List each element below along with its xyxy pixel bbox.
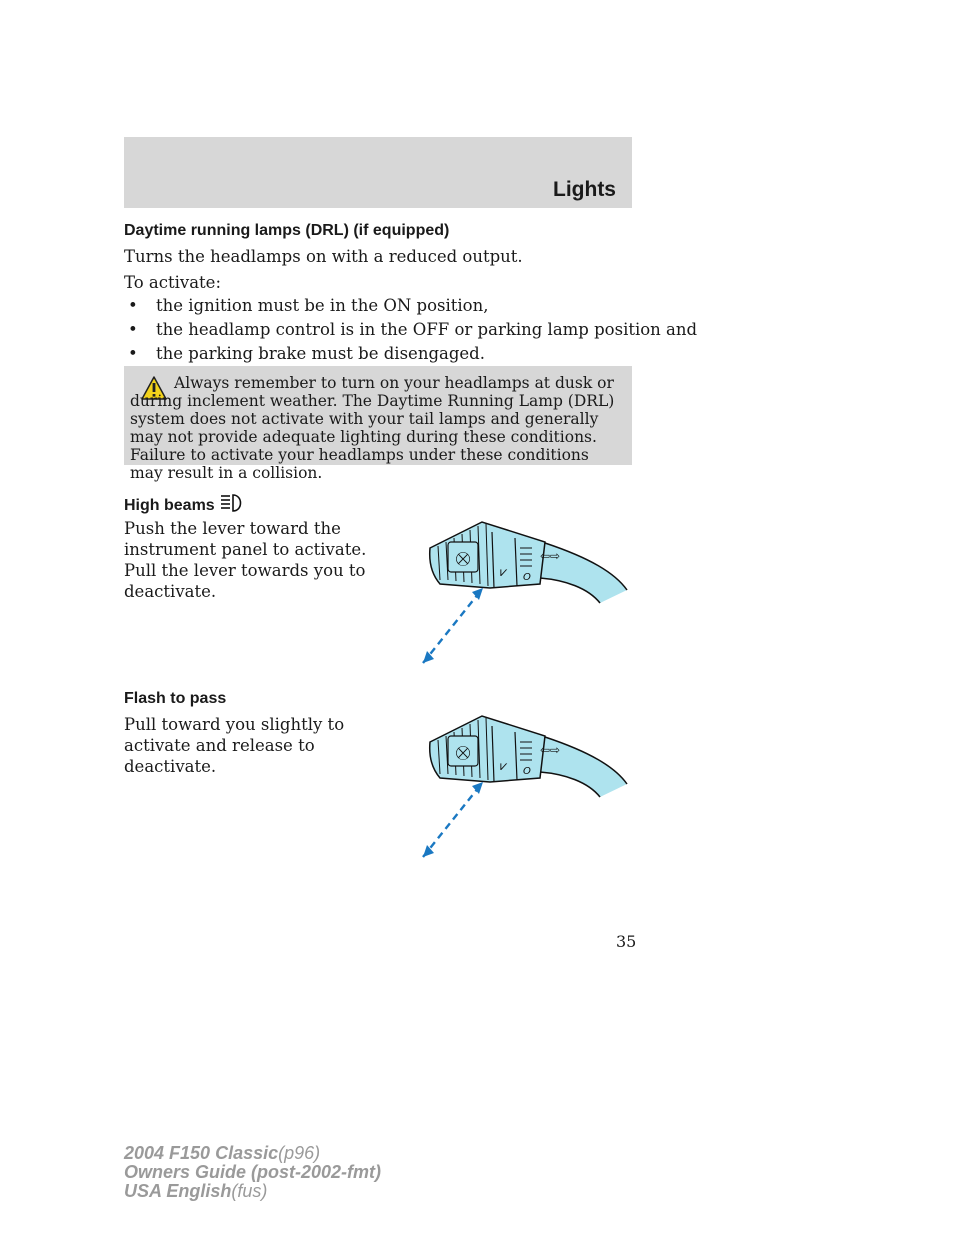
page-number: 35	[616, 932, 637, 951]
svg-text:⩗: ⩗	[500, 759, 508, 774]
svg-text:⛒: ⛒	[455, 745, 471, 761]
section-header-band	[124, 137, 632, 208]
flash-to-pass-text: Pull toward you slightly to activate and release to deactivate.	[124, 715, 345, 776]
svg-text:⩗: ⩗	[500, 565, 508, 580]
svg-text:O: O	[523, 572, 531, 583]
warning-box	[124, 366, 632, 482]
drl-intro: Turns the headlamps on with a reduced output.	[124, 247, 523, 266]
svg-text:⇦⇨: ⇦⇨	[540, 743, 561, 757]
svg-text:O: O	[523, 766, 531, 777]
flash-to-pass-heading: Flash to pass	[124, 690, 227, 707]
warning-text: Always remember to turn on your headlamps at dusk or during inclement weather. The Daytime Running Lamp (DRL) system does not activate with your tail lamps and generally may not provide adequate lighting during these conditions. Failure to activate your headlamps under these conditions may result in a collision.	[130, 374, 615, 482]
high-beam-icon	[220, 494, 246, 512]
drl-heading: Daytime running lamps (DRL) (if equipped)	[124, 222, 450, 239]
svg-text:⇦⇨: ⇦⇨	[540, 549, 561, 563]
flash-to-pass-lever-illustration	[420, 712, 635, 862]
section-title: Lights	[553, 178, 616, 201]
document-footer: 2004 F150 Classic(p96) Owners Guide (post-2002-fmt) USA English(fus)	[124, 1143, 382, 1201]
svg-text:⛒: ⛒	[455, 551, 471, 567]
high-beams-heading: High beams	[124, 494, 246, 515]
high-beams-text: Push the lever toward the instrument panel to activate. Pull the lever towards you to deactivate.	[124, 519, 367, 601]
drl-activate-label: To activate:	[124, 273, 222, 292]
high-beam-lever-illustration	[420, 518, 635, 668]
